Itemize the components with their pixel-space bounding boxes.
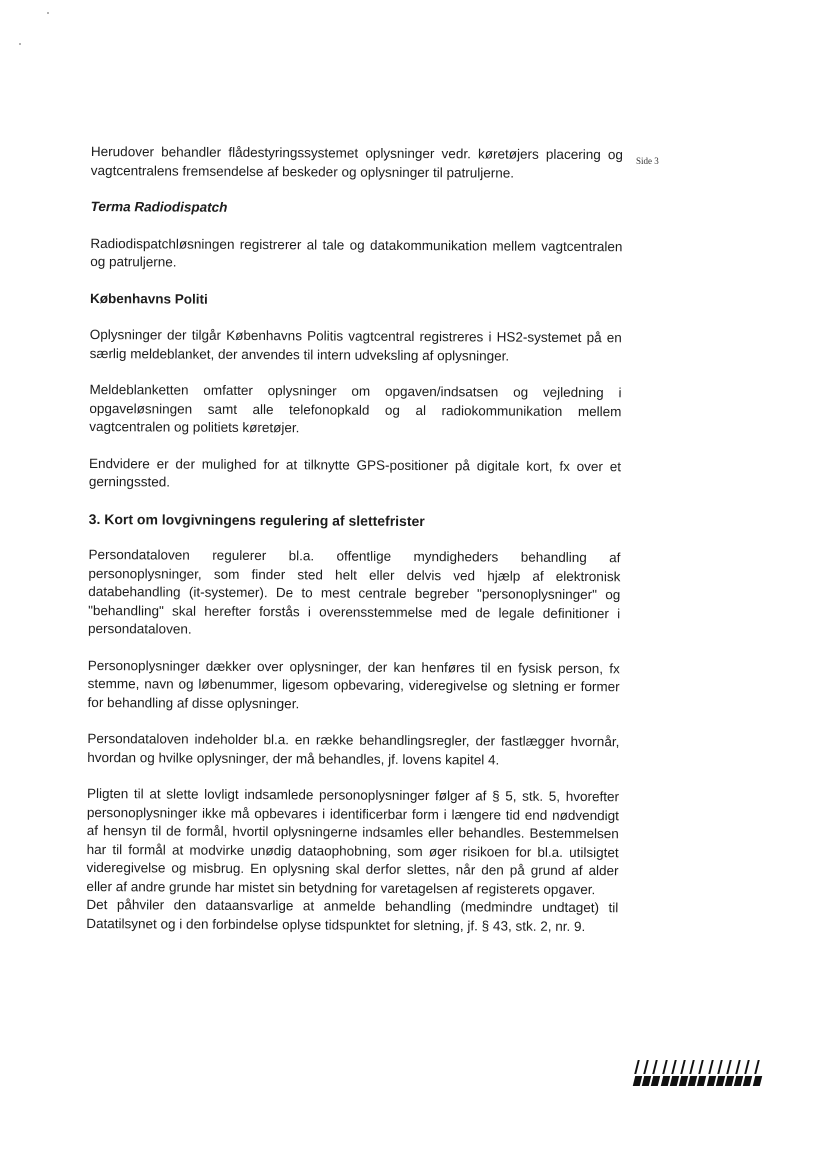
scan-speck — [19, 43, 21, 45]
barcode-block — [706, 1076, 715, 1086]
document-body — [86, 143, 623, 954]
barcode-stroke — [708, 1060, 713, 1074]
barcode-block — [743, 1076, 752, 1086]
section-heading: 3. Kort om lovgivningens regulering af slettefrister — [88, 510, 425, 529]
barcode-row-top — [634, 1060, 764, 1074]
paragraph: Personoplysninger dækker over oplysninger, der kan henføres til en fysisk person, fx stemme, navn og løbenummer, ligesom opbevaring, videregivelse og sletning er former for behandling af disse oplysninger. — [87, 657, 620, 711]
barcode-block — [697, 1076, 706, 1086]
paragraph: Meldeblanketten omfatter oplysninger om opgaven/indsatsen og vejledning i opgaveløsningen samt alle telefonopkald og al radiokommunikation mellem vagtcentralen og politiets køretøjer. — [89, 381, 622, 436]
barcode-stroke — [643, 1060, 648, 1074]
barcode-stroke — [717, 1060, 722, 1074]
barcode-stroke — [680, 1060, 685, 1074]
barcode-block — [725, 1076, 734, 1086]
barcode-stroke — [726, 1060, 731, 1074]
barcode-mark — [634, 1060, 764, 1088]
paragraph: Oplysninger der tilgår Københavns Politis vagtcentral registreres i HS2-systemet på en særlig meldeblanket, der anvendes til intern udveksling af oplysninger. — [89, 326, 622, 364]
barcode-block — [660, 1076, 669, 1086]
barcode-stroke — [735, 1060, 740, 1074]
paragraph: Det påhviler den dataansvarlige at anmelde behandling (medmindre undtaget) til Datatilsynet og i den forbindelse oplyse tidspunktet for sletning, jf. § 43, stk. 2, nr. 9. — [86, 896, 619, 934]
barcode-stroke — [634, 1060, 639, 1074]
paragraph: Herudover behandler flådestyringssystemet oplysninger vedr. køretøjers placering og vagtcentralens fremsendelse af beskeder og oplysninger til patruljerne. — [90, 143, 623, 181]
subheading-terma: Terma Radiodispatch — [90, 198, 228, 215]
barcode-stroke — [653, 1060, 658, 1074]
barcode-row-bottom — [634, 1076, 764, 1086]
barcode-stroke — [699, 1060, 704, 1074]
subheading-kobenhavns-politi: Københavns Politi — [90, 290, 208, 307]
paragraph: Radiodispatchløsningen registrerer al tale og datakommunikation mellem vagtcentralen og patruljerne. — [90, 235, 623, 270]
barcode-block — [716, 1076, 725, 1086]
barcode-stroke — [671, 1060, 676, 1074]
page-label: Side 3 — [636, 156, 659, 166]
barcode-block — [670, 1076, 679, 1086]
barcode-block — [651, 1076, 660, 1086]
barcode-block — [679, 1076, 688, 1086]
barcode-stroke — [754, 1060, 759, 1074]
barcode-stroke — [745, 1060, 750, 1074]
scan-speck — [47, 12, 49, 14]
paragraph: Endvidere er der mulighed for at tilknytte GPS-positioner på digitale kort, fx over et gerningssted. — [88, 455, 622, 490]
barcode-block — [752, 1076, 761, 1086]
paragraph: Persondataloven regulerer bl.a. offentlige myndigheders behandling af personoplysninger, som finder sted helt eller delvis ved hjælp af elektronisk databehandling (it-systemer). De to mest centrale begreber "personoplysninger" og "behandling" skal herefter forstås i overensstemmelse med de legale definitioner i persondataloven. — [87, 546, 621, 637]
barcode-block — [633, 1076, 642, 1086]
paragraph: Persondataloven indeholder bl.a. en række behandlingsregler, der fastlægger hvornår, hvordan og hvilke oplysninger, der må behandles, jf. lovens kapitel 4. — [87, 730, 620, 768]
paragraph: Pligten til at slette lovligt indsamlede personoplysninger følger af § 5, stk. 5, hvorefter personoplysninger ikke må opbevares i identificerbar form i længere tid end nødvendigt af hensyn til de formål, hvortil oplysningerne indsamles eller behandles. Bestemmelsen har til formål at modvirke unødig dataophobning, som øger risikoen for bl.a. utilsigtet videregivelse og misbrug. En oplysning skal derfor slettes, når den på grund af alder eller af andre grunde har mistet sin betydning for varetagelsen af registerets opgaver. — [86, 785, 620, 897]
barcode-stroke — [689, 1060, 694, 1074]
barcode-stroke — [662, 1060, 667, 1074]
